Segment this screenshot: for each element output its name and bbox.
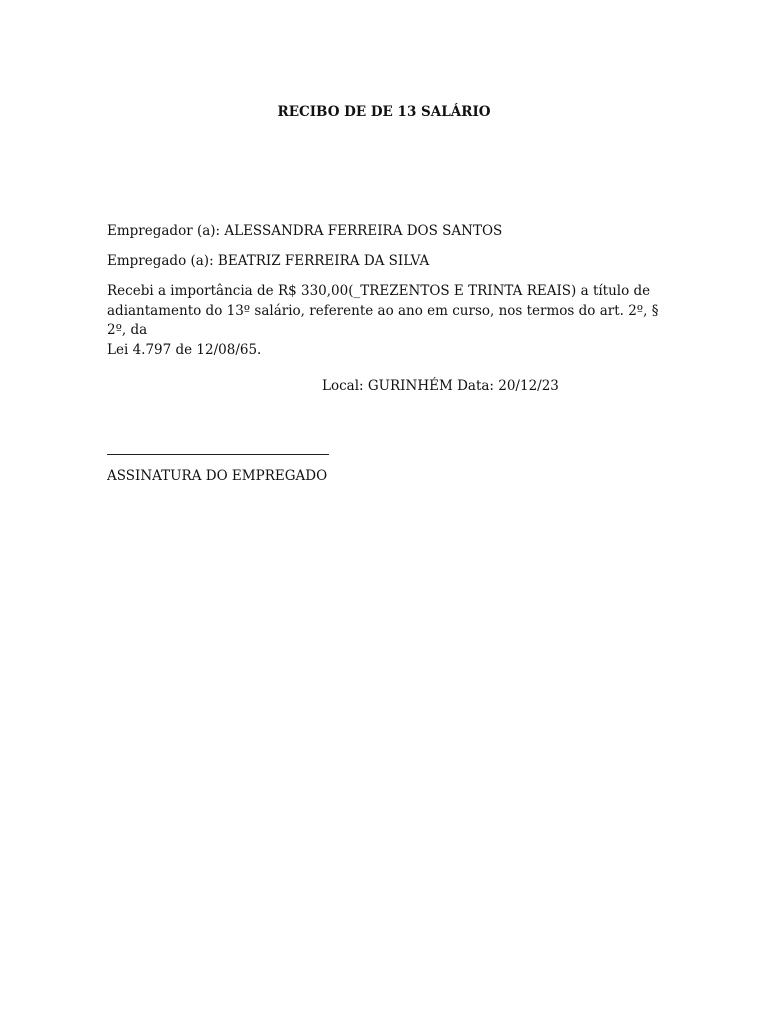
signature-line bbox=[107, 454, 329, 455]
place-date-line: Local: GURINHÉM Data: 20/12/23 bbox=[322, 378, 559, 394]
receipt-body-line-3: Lei 4.797 de 12/08/65. bbox=[107, 341, 262, 358]
signature-label: ASSINATURA DO EMPREGADO bbox=[107, 468, 328, 484]
employer-line: Empregador (a): ALESSANDRA FERREIRA DOS SANTOS bbox=[107, 223, 503, 239]
document-title: RECIBO DE DE 13 SALÁRIO bbox=[277, 104, 491, 120]
receipt-body-line-1: Recebi a importância de R$ 330,00(_TREZENTOS E TRINTA REAIS) a título de bbox=[107, 283, 651, 299]
receipt-body-line-2: adiantamento do 13º salário, referente ao ano em curso, nos termos do art. 2º, § 2º, da bbox=[107, 302, 659, 338]
receipt-body bbox=[107, 282, 667, 360]
employee-line: Empregado (a): BEATRIZ FERREIRA DA SILVA bbox=[107, 253, 430, 269]
